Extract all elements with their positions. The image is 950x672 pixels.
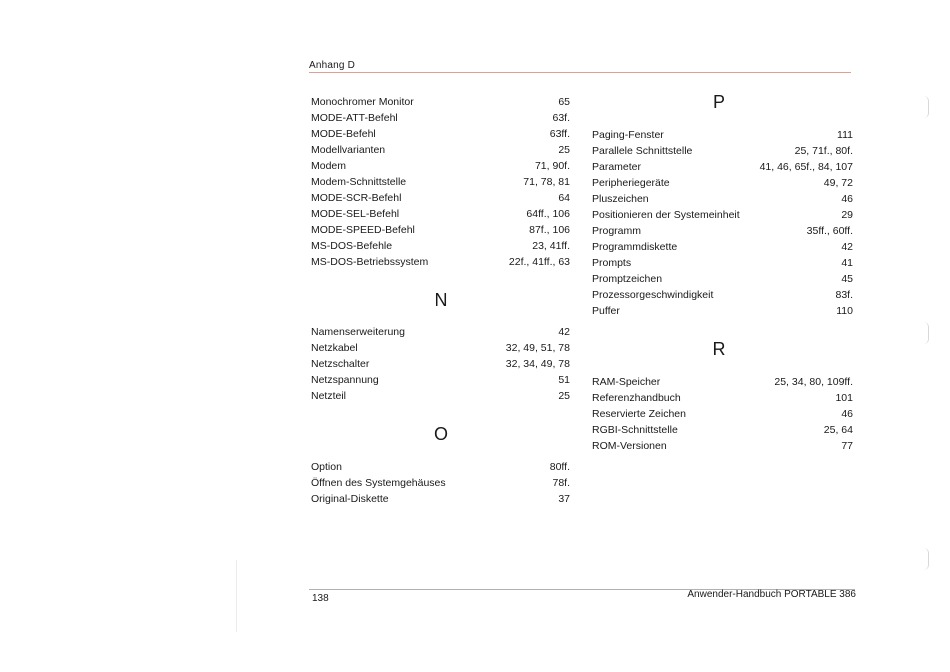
index-pages: 63f. [552, 112, 570, 124]
index-pages: 29 [841, 209, 853, 221]
section-letter-o: O [433, 424, 448, 444]
index-entry [311, 94, 570, 110]
index-pages: 46 [841, 408, 853, 420]
index-entry [311, 190, 570, 206]
index-pages: 110 [836, 305, 853, 317]
index-term: Positionieren der Systemeinheit [592, 209, 740, 221]
index-term: Paging-Fenster [592, 129, 664, 141]
index-pages: 25 [558, 144, 570, 156]
index-entry [592, 438, 853, 454]
index-entry [592, 255, 853, 271]
index-term: Netzkabel [311, 342, 358, 354]
section-letter-p: P [712, 92, 725, 112]
index-entry [311, 491, 570, 507]
index-pages: 51 [558, 374, 570, 386]
index-pages: 25, 64 [823, 424, 853, 436]
index-term: Promptzeichen [592, 273, 663, 285]
index-entry [592, 406, 853, 422]
index-entry [311, 254, 570, 270]
index-term: Programmdiskette [592, 241, 678, 253]
index-pages: 80ff. [549, 461, 570, 473]
index-entry [311, 388, 570, 404]
index-term: Pluszeichen [592, 193, 649, 205]
index-pages: 25, 71f., 80f. [794, 145, 853, 157]
margin-mark [924, 322, 929, 344]
index-pages: 42 [841, 241, 853, 253]
index-pages: 42 [558, 326, 570, 338]
index-term: Referenzhandbuch [592, 392, 681, 404]
index-pages: 71, 90f. [534, 160, 570, 172]
index-entry [311, 222, 570, 238]
index-pages: 63ff. [549, 128, 570, 140]
running-head: Anhang D [309, 60, 356, 71]
index-entry [592, 223, 853, 239]
index-pages: 83f. [835, 289, 853, 301]
index-term: Netzschalter [311, 358, 370, 370]
index-entry [592, 422, 853, 438]
index-entry [311, 206, 570, 222]
index-pages: 23, 41ff. [532, 240, 570, 252]
index-pages: 45 [841, 273, 853, 285]
index-pages: 77 [841, 440, 853, 452]
index-entry [592, 159, 853, 175]
index-entry [311, 475, 570, 491]
page-number: 138 [312, 593, 329, 604]
index-term: MS-DOS-Befehle [311, 240, 393, 252]
index-term: MODE-Befehl [311, 128, 376, 140]
index-term: MODE-SPEED-Befehl [311, 224, 415, 236]
index-entry [311, 126, 570, 142]
index-pages: 32, 34, 49, 78 [505, 358, 570, 370]
index-pages: 41, 46, 65f., 84, 107 [759, 161, 853, 173]
index-entry [311, 459, 570, 475]
index-pages: 64 [558, 192, 570, 204]
index-entry [592, 207, 853, 223]
margin-mark [924, 96, 929, 118]
index-entry [311, 174, 570, 190]
section-letter-n: N [434, 290, 448, 310]
index-term: Peripheriegeräte [592, 177, 670, 189]
index-term: MODE-ATT-Befehl [311, 112, 398, 124]
index-term: Puffer [592, 305, 620, 317]
index-entry [592, 191, 853, 207]
index-entry [592, 239, 853, 255]
index-pages: 87f., 106 [529, 224, 570, 236]
index-entry [311, 158, 570, 174]
index-pages: 111 [837, 129, 853, 141]
index-term: Parallele Schnittstelle [592, 145, 693, 157]
margin-mark [924, 548, 929, 570]
index-term: Prompts [592, 257, 632, 269]
index-pages: 25, 34, 80, 109ff. [774, 376, 853, 388]
index-term: Namenserweiterung [311, 326, 405, 338]
index-pages: 49, 72 [823, 177, 853, 189]
index-term: RAM-Speicher [592, 376, 661, 388]
index-entry [311, 238, 570, 254]
index-pages: 64ff., 106 [526, 208, 570, 220]
index-pages: 41 [841, 257, 853, 269]
index-pages: 65 [558, 96, 570, 108]
index-term: Modem [311, 160, 347, 172]
index-term: Prozessorgeschwindigkeit [592, 289, 714, 301]
index-entry [311, 142, 570, 158]
index-term: Option [311, 461, 342, 473]
index-term: Monochromer Monitor [311, 96, 414, 108]
index-entry [311, 356, 570, 372]
index-term: Modellvarianten [311, 144, 386, 156]
index-pages: 32, 49, 51, 78 [505, 342, 570, 354]
index-term: ROM-Versionen [592, 440, 667, 452]
section-letter-r: R [712, 339, 726, 359]
index-entry [592, 374, 853, 390]
index-term: Reservierte Zeichen [592, 408, 686, 420]
index-pages: 46 [841, 193, 853, 205]
index-term: RGBI-Schnittstelle [592, 424, 678, 436]
footer-title: Anwender-Handbuch PORTABLE 386 [687, 589, 856, 600]
index-pages: 37 [558, 493, 570, 505]
index-entry [311, 372, 570, 388]
index-term: MODE-SCR-Befehl [311, 192, 402, 204]
index-term: Öffnen des Systemgehäuses [311, 477, 446, 489]
index-term: MS-DOS-Betriebssystem [311, 256, 429, 268]
index-entry [592, 127, 853, 143]
binding-edge [236, 560, 237, 632]
index-entry [311, 340, 570, 356]
index-term: Netzspannung [311, 374, 379, 386]
header-rule [309, 72, 851, 73]
index-term: MODE-SEL-Befehl [311, 208, 400, 220]
index-entry [311, 110, 570, 126]
index-entry [592, 175, 853, 191]
index-pages: 22f., 41ff., 63 [508, 256, 570, 268]
index-entry [592, 271, 853, 287]
index-term: Original-Diskette [311, 493, 389, 505]
index-entry [592, 143, 853, 159]
index-term: Modem-Schnittstelle [311, 176, 407, 188]
index-pages: 25 [558, 390, 570, 402]
index-pages: 78f. [552, 477, 570, 489]
index-entry [592, 303, 853, 319]
index-term: Netzteil [311, 390, 347, 402]
index-entry [592, 287, 853, 303]
index-term: Parameter [592, 161, 642, 173]
index-pages: 35ff., 60ff. [806, 225, 853, 237]
index-pages: 71, 78, 81 [523, 176, 570, 188]
index-entry [311, 324, 570, 340]
index-pages: 101 [835, 392, 853, 404]
index-entry [592, 390, 853, 406]
index-term: Programm [592, 225, 642, 237]
